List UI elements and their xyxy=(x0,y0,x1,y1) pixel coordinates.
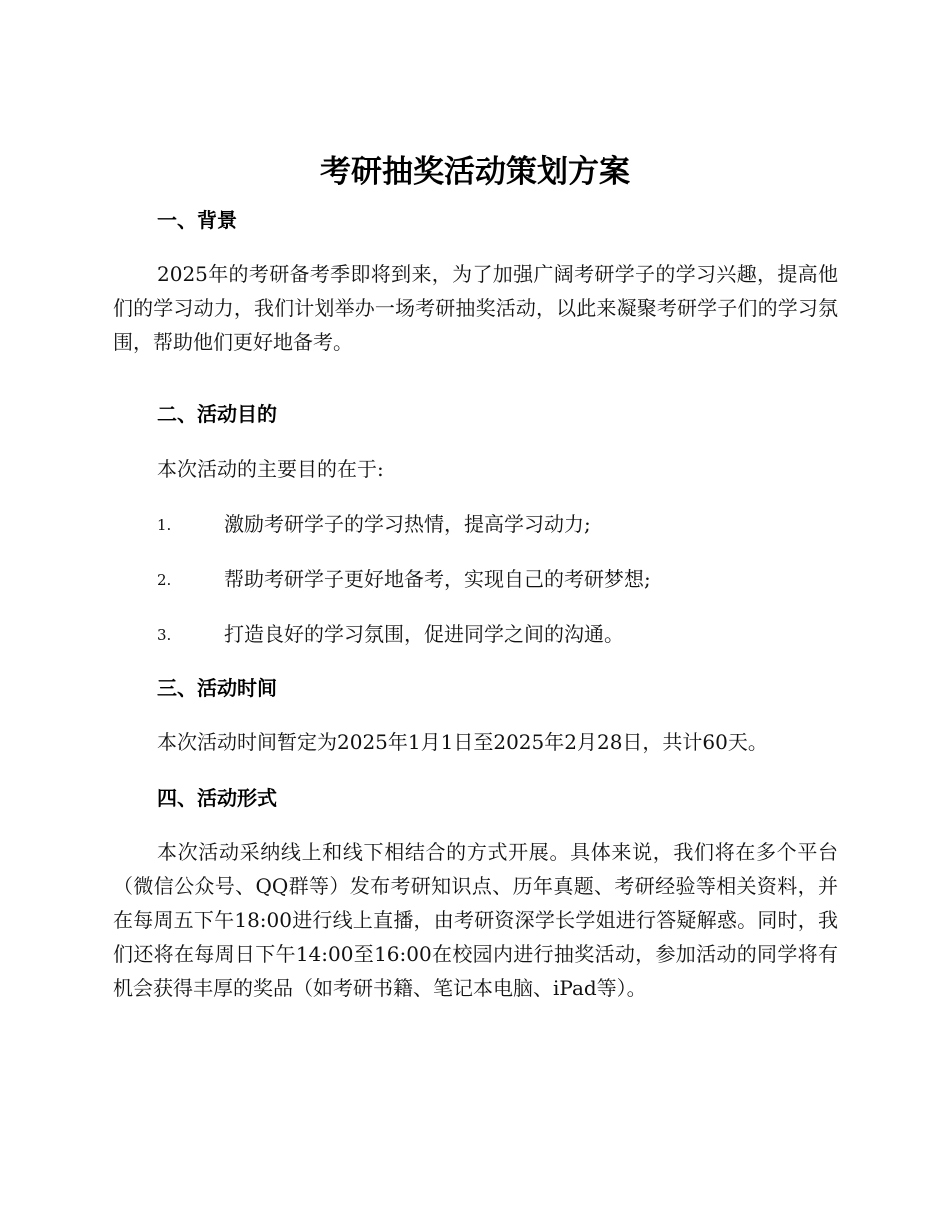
list-item-text: 激励考研学子的学习热情，提高学习动力; xyxy=(224,512,591,536)
section-heading-format: 四、活动形式 xyxy=(157,786,277,810)
list-item xyxy=(157,509,857,539)
time-paragraph: 本次活动时间暂定为2025年1月1日至2025年2月28日，共计60天。 xyxy=(157,730,768,754)
section-heading-background: 一、背景 xyxy=(157,208,237,232)
section-heading-purpose: 二、活动目的 xyxy=(157,402,277,426)
list-item-number: 2. xyxy=(157,571,172,589)
list-item-text: 帮助考研学子更好地备考，实现自己的考研梦想; xyxy=(224,567,651,591)
list-item-text: 打造良好的学习氛围，促进同学之间的沟通。 xyxy=(224,622,624,646)
list-item xyxy=(157,564,857,594)
document-title: 考研抽奖活动策划方案 xyxy=(320,154,630,190)
background-paragraph: 2025年的考研备考季即将到来，为了加强广阔考研学子的学习兴趣，提高他们的学习动力，我们计划举办一场考研抽奖活动，以此来凝聚考研学子们的学习氛围，帮助他们更好地备考。 xyxy=(113,262,838,354)
purpose-intro: 本次活动的主要目的在于: xyxy=(157,457,384,481)
format-paragraph: 本次活动采纳线上和线下相结合的方式开展。具体来说，我们将在多个平台（微信公众号、QQ群等）发布考研知识点、历年真题、考研经验等相关资料，并在每周五下午18:00进行线上直播，由考研资深学长学姐进行答疑解惑。同时，我们还将在每周日下午14:00至16:00在校园内进行抽奖活动，参加活动的同学将有机会获得丰厚的奖品（如考研书籍、笔记本电脑、iPad等）。 xyxy=(113,840,838,1000)
list-item-number: 1. xyxy=(157,516,172,534)
list-item-number: 3. xyxy=(157,626,172,644)
section-heading-time: 三、活动时间 xyxy=(157,676,277,700)
list-item xyxy=(157,619,857,649)
